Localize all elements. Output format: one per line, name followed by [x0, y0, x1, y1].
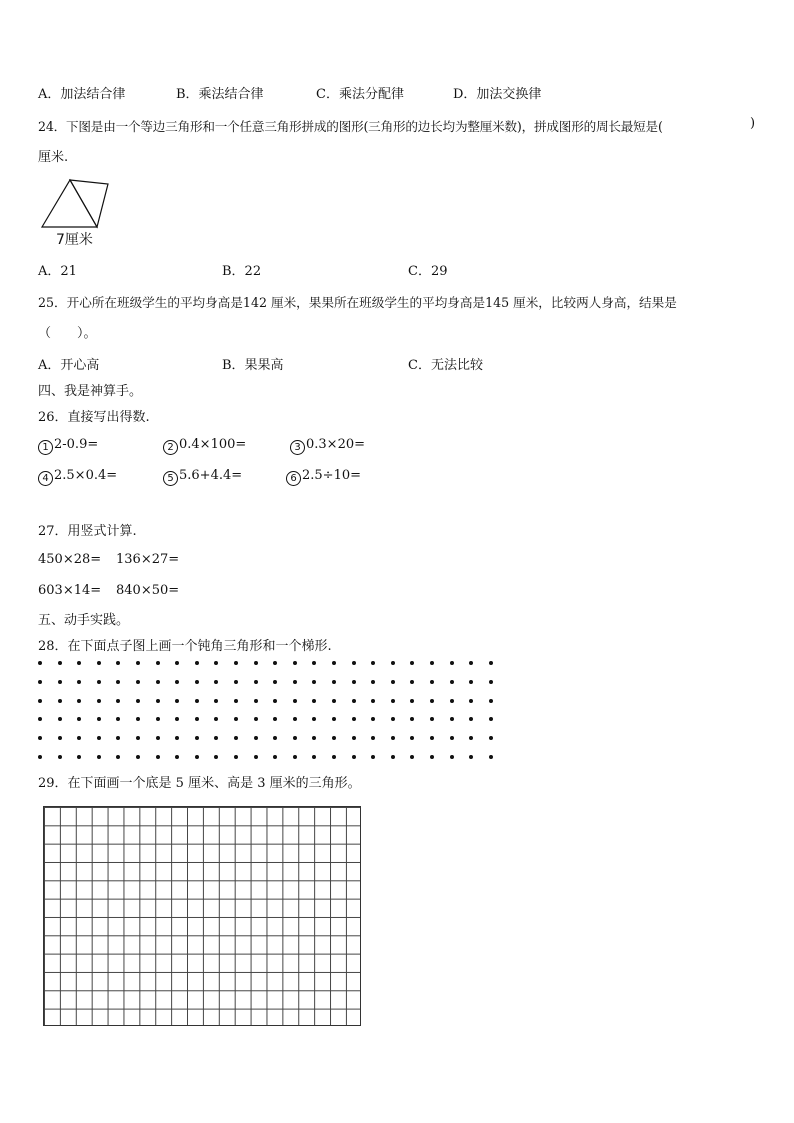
grid-dot [156, 755, 160, 759]
q27-item-3: 603×14= [38, 583, 102, 598]
grid-dot [352, 717, 356, 721]
grid-dot [430, 717, 434, 721]
grid-dot [469, 680, 473, 684]
circled-number-6: 6 [286, 471, 301, 486]
grid-dot [38, 755, 42, 759]
grid-dot [391, 755, 395, 759]
grid-dot [450, 736, 454, 740]
circled-number-3: 3 [290, 440, 305, 455]
grid-dot [371, 661, 375, 665]
grid-dot [410, 736, 414, 740]
grid-dot [469, 699, 473, 703]
grid-dot [312, 680, 316, 684]
grid-dot [195, 699, 199, 703]
grid-dot [156, 699, 160, 703]
q25-question: 25．开心所在班级学生的平均身高是142 厘米，果果所在班级学生的平均身高是145 厘米，比较两人身高，结果是 [38, 295, 677, 310]
q27-item-2: 136×27= [116, 552, 180, 567]
grid-dot [273, 661, 277, 665]
grid-dot [430, 755, 434, 759]
grid-dot [273, 755, 277, 759]
q26-item-3-expr: 0.3×20= [306, 437, 366, 452]
grid-dot [293, 699, 297, 703]
circled-number-2: 2 [163, 440, 178, 455]
grid-dot [391, 699, 395, 703]
grid-dot [116, 717, 120, 721]
grid-dot [136, 717, 140, 721]
grid-dot [273, 680, 277, 684]
grid-dot [489, 661, 493, 665]
grid-dot [489, 736, 493, 740]
grid-dot [175, 680, 179, 684]
grid-dot [450, 680, 454, 684]
grid-dot [38, 661, 42, 665]
grid-dot [214, 717, 218, 721]
q27-item-4: 840×50= [116, 583, 180, 598]
grid-dot [38, 699, 42, 703]
q26-item-3 [290, 437, 365, 455]
grid-dot [58, 717, 62, 721]
grid-dot [175, 661, 179, 665]
grid-dot [156, 680, 160, 684]
grid-dot [489, 699, 493, 703]
grid-dot [77, 699, 81, 703]
grid-dot [77, 717, 81, 721]
grid-dot [312, 661, 316, 665]
q29-title: 29．在下面画一个底是 5 厘米、高是 3 厘米的三角形。 [38, 776, 361, 791]
q23-option-c: C．乘法分配律 [316, 87, 404, 102]
grid-dot [254, 736, 258, 740]
grid-dot [77, 661, 81, 665]
q26-item-2-expr: 0.4×100= [179, 437, 247, 452]
grid-dot [430, 736, 434, 740]
grid-dot [254, 680, 258, 684]
section-4-heading: 四、我是神算手。 [38, 384, 143, 399]
grid-dot [214, 699, 218, 703]
grid-dot [254, 661, 258, 665]
grid-dot [489, 717, 493, 721]
q26-item-4-expr: 2.5×0.4= [54, 468, 118, 483]
grid-dot [58, 736, 62, 740]
grid-dot [391, 717, 395, 721]
grid-dot [450, 717, 454, 721]
grid-dot [234, 755, 238, 759]
grid-dot [234, 680, 238, 684]
grid-dot [450, 699, 454, 703]
q25-option-c: C．无法比较 [408, 358, 483, 373]
grid-dot [371, 755, 375, 759]
grid-dot [116, 661, 120, 665]
grid-dot [352, 755, 356, 759]
grid-dot [214, 661, 218, 665]
grid-dot [254, 755, 258, 759]
q26-item-5 [163, 468, 242, 486]
grid-dot [410, 699, 414, 703]
grid-dot [214, 736, 218, 740]
q23-option-b: B．乘法结合律 [176, 87, 264, 102]
q24-option-c: C．29 [408, 264, 448, 279]
grid-dot [175, 717, 179, 721]
q23-option-d: D．加法交换律 [453, 87, 542, 102]
section-5-heading: 五、动手实践。 [38, 613, 130, 628]
grid-dot [195, 736, 199, 740]
grid-dot [371, 699, 375, 703]
grid-dot [38, 736, 42, 740]
q26-item-2 [163, 437, 246, 455]
grid-dot [293, 755, 297, 759]
grid-dot [312, 699, 316, 703]
grid-dot [97, 736, 101, 740]
grid-dot [77, 755, 81, 759]
grid-dot [469, 755, 473, 759]
grid-dot [195, 755, 199, 759]
grid-dot [410, 755, 414, 759]
grid-dot [136, 736, 140, 740]
grid-dot [58, 680, 62, 684]
grid-dot [97, 699, 101, 703]
grid-dot [38, 717, 42, 721]
q26-item-1-expr: 2-0.9= [54, 437, 99, 452]
grid-dot [273, 736, 277, 740]
grid-dot [58, 755, 62, 759]
grid-dot [469, 736, 473, 740]
grid-dot [293, 661, 297, 665]
grid-dot [254, 699, 258, 703]
q25-option-a: A．开心高 [38, 358, 100, 373]
grid-dot [410, 717, 414, 721]
q27-item-1: 450×28= [38, 552, 102, 567]
grid-dot [136, 699, 140, 703]
grid-dot [136, 661, 140, 665]
grid-dot [430, 699, 434, 703]
grid-dot [97, 717, 101, 721]
grid-dot [469, 717, 473, 721]
grid-dot [38, 680, 42, 684]
q24-paren-close: ) [750, 116, 756, 131]
q26-item-6 [286, 468, 361, 486]
q28-title: 28．在下面点子图上画一个钝角三角形和一个梯形. [38, 639, 332, 654]
grid-dot [273, 717, 277, 721]
q24-unit: 厘米. [38, 150, 69, 165]
circled-number-5: 5 [163, 471, 178, 486]
grid-dot [371, 736, 375, 740]
grid-dot [293, 717, 297, 721]
grid-dot [391, 736, 395, 740]
grid-dot [234, 736, 238, 740]
grid-dot [332, 717, 336, 721]
q24-figure-label: 7厘米 [56, 232, 93, 248]
grid-dot [352, 661, 356, 665]
arbitrary-triangle [70, 180, 108, 227]
grid-dot [489, 755, 493, 759]
grid-dot [136, 755, 140, 759]
grid-dot [234, 717, 238, 721]
grid-dot [352, 680, 356, 684]
grid-dot [156, 661, 160, 665]
grid-dot [97, 755, 101, 759]
equilateral-triangle [42, 180, 97, 227]
grid-dot [156, 736, 160, 740]
grid-dot [156, 717, 160, 721]
grid-dot [273, 699, 277, 703]
q24-question: 24．下图是由一个等边三角形和一个任意三角形拼成的图形(三角形的边长均为整厘米数)，拼成图形的周长最短是( [38, 119, 663, 134]
grid-dot [293, 736, 297, 740]
grid-dot [469, 661, 473, 665]
grid-dot [332, 736, 336, 740]
grid-dot [410, 680, 414, 684]
grid-dot [450, 661, 454, 665]
q27-title: 27．用竖式计算. [38, 524, 137, 539]
grid-dot [352, 699, 356, 703]
grid-dot [371, 680, 375, 684]
grid-dot [410, 661, 414, 665]
grid-dot [116, 736, 120, 740]
grid-dot [312, 755, 316, 759]
grid-dot [175, 755, 179, 759]
grid-dot [116, 680, 120, 684]
grid-dot [352, 736, 356, 740]
grid-dot [58, 661, 62, 665]
grid-dot [254, 717, 258, 721]
grid-dot [430, 680, 434, 684]
grid-dot [234, 699, 238, 703]
q26-item-5-expr: 5.6+4.4= [179, 468, 243, 483]
circled-number-4: 4 [38, 471, 53, 486]
grid-dot [332, 661, 336, 665]
grid-dot [489, 680, 493, 684]
grid-dot [97, 661, 101, 665]
grid-dot [391, 680, 395, 684]
grid-dot [214, 680, 218, 684]
q24-option-a: A．21 [38, 264, 77, 279]
square-grid [43, 806, 361, 1026]
grid-dot [175, 736, 179, 740]
q26-item-4 [38, 468, 117, 486]
grid-dot [136, 680, 140, 684]
grid-dot [77, 736, 81, 740]
grid-dot [450, 755, 454, 759]
grid-dot [195, 661, 199, 665]
circled-number-1: 1 [38, 440, 53, 455]
q26-item-6-expr: 2.5÷10= [302, 468, 362, 483]
grid-dot [116, 755, 120, 759]
grid-dot [58, 699, 62, 703]
q26-item-1 [38, 437, 98, 455]
grid-dot [195, 717, 199, 721]
grid-dot [332, 699, 336, 703]
grid-dot [116, 699, 120, 703]
grid-dot [332, 680, 336, 684]
q25-option-b: B．果果高 [222, 358, 284, 373]
q24-option-b: B．22 [222, 264, 262, 279]
grid-dot [214, 755, 218, 759]
grid-dot [175, 699, 179, 703]
grid-dot [312, 717, 316, 721]
q24-figure [38, 176, 118, 232]
grid-dot [391, 661, 395, 665]
grid-dot [77, 680, 81, 684]
q26-title: 26．直接写出得数. [38, 410, 150, 425]
grid-dot [430, 661, 434, 665]
grid-dot [312, 736, 316, 740]
grid-dot [234, 661, 238, 665]
grid-dot [332, 755, 336, 759]
q23-option-a: A．加法结合律 [38, 87, 126, 102]
grid-dot [195, 680, 199, 684]
grid-dot [97, 680, 101, 684]
grid-dot [293, 680, 297, 684]
grid-dot [371, 717, 375, 721]
q25-answer-paren: （ ）。 [38, 326, 97, 341]
